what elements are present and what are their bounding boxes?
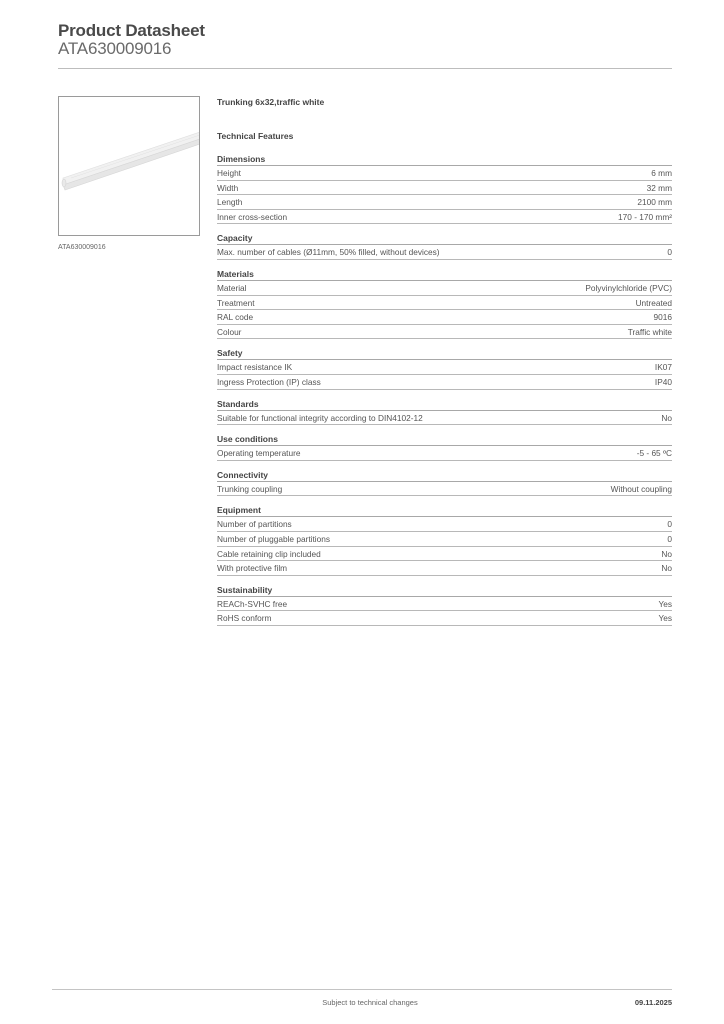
spec-value: 2100 mm [637,197,672,208]
spec-label: Max. number of cables (Ø11mm, 50% filled, without devices) [217,247,440,258]
spec-row [217,561,672,576]
spec-label: Treatment [217,297,255,308]
spec-value: 32 mm [646,182,672,193]
spec-value: 9016 [653,312,672,323]
spec-row [217,547,672,562]
spec-label: Number of pluggable partitions [217,533,330,544]
spec-row [217,195,672,210]
spec-value: Yes [658,613,672,624]
spec-value: 170 - 170 mm² [618,211,672,222]
spec-label: Suitable for functional integrity according to DIN4102-12 [217,412,423,423]
spec-label: Inner cross-section [217,211,288,222]
spec-row [217,296,672,311]
spec-value: Untreated [635,297,672,308]
spec-row [217,210,672,225]
footer-date: 09.11.2025 [634,998,672,1007]
spec-section [217,153,672,224]
spec-section [217,584,672,626]
spec-row [217,325,672,340]
product-image [58,96,200,236]
spec-value: 0 [667,533,672,544]
spec-row [217,375,672,390]
section-title: Dimensions [217,153,672,166]
spec-row [217,166,672,181]
spec-value: No [661,412,672,423]
footer-divider [52,989,672,990]
spec-label: RAL code [217,312,254,323]
section-title: Use conditions [217,433,672,446]
spec-section [217,232,672,260]
section-title: Sustainability [217,584,672,597]
spec-row [217,245,672,260]
spec-label: Material [217,282,247,293]
spec-section [217,469,672,497]
footer-note: Subject to technical changes [322,998,418,1007]
spec-value: -5 - 65 ºC [636,448,672,459]
spec-value: 0 [667,247,672,258]
spec-value: 6 mm [651,168,672,178]
spec-section [217,433,672,461]
spec-row [217,181,672,196]
spec-label: Number of partitions [217,519,292,530]
section-title: Safety [217,347,672,360]
spec-sections [217,153,672,626]
spec-label: Length [217,197,243,208]
spec-row [217,360,672,375]
spec-label: Cable retaining clip included [217,548,321,559]
product-name: Trunking 6x32,traffic white [217,97,325,107]
spec-row [217,446,672,461]
section-title: Materials [217,268,672,281]
spec-row [217,597,672,612]
spec-value: No [661,563,672,574]
spec-section [217,398,672,426]
spec-row [217,611,672,626]
spec-value: Yes [658,598,672,609]
spec-value: No [661,548,672,559]
page-title: Product Datasheet [58,21,205,40]
product-code: ATA630009016 [58,39,172,58]
spec-label: RoHS conform [217,613,272,624]
trunking-illustration [59,97,199,235]
spec-row [217,482,672,497]
spec-value: Polyvinylchloride (PVC) [585,282,672,293]
spec-label: Height [217,168,241,178]
spec-row [217,411,672,426]
section-title: Connectivity [217,469,672,482]
spec-section [217,504,672,575]
technical-features [217,96,672,634]
spec-row [217,532,672,547]
spec-label: Colour [217,326,242,337]
image-caption: ATA630009016 [58,244,106,251]
spec-row [217,517,672,532]
spec-value: IK07 [654,362,672,373]
spec-value: Without coupling [610,483,672,494]
spec-label: Operating temperature [217,448,301,459]
spec-label: Ingress Protection (IP) class [217,376,321,387]
spec-value: IP40 [654,376,672,387]
spec-row [217,281,672,296]
spec-section [217,268,672,339]
spec-row [217,310,672,325]
spec-label: REACh-SVHC free [217,598,288,609]
spec-label: Width [217,182,239,193]
section-title: Standards [217,398,672,411]
spec-value: 0 [667,519,672,530]
spec-value: Traffic white [627,326,672,337]
section-title: Equipment [217,504,672,517]
spec-label: Impact resistance IK [217,362,293,373]
spec-label: Trunking coupling [217,483,283,494]
section-title: Capacity [217,232,672,245]
spec-section [217,347,672,389]
technical-features-heading: Technical Features [217,131,294,141]
spec-label: With protective film [217,563,288,574]
header-divider [58,68,672,69]
